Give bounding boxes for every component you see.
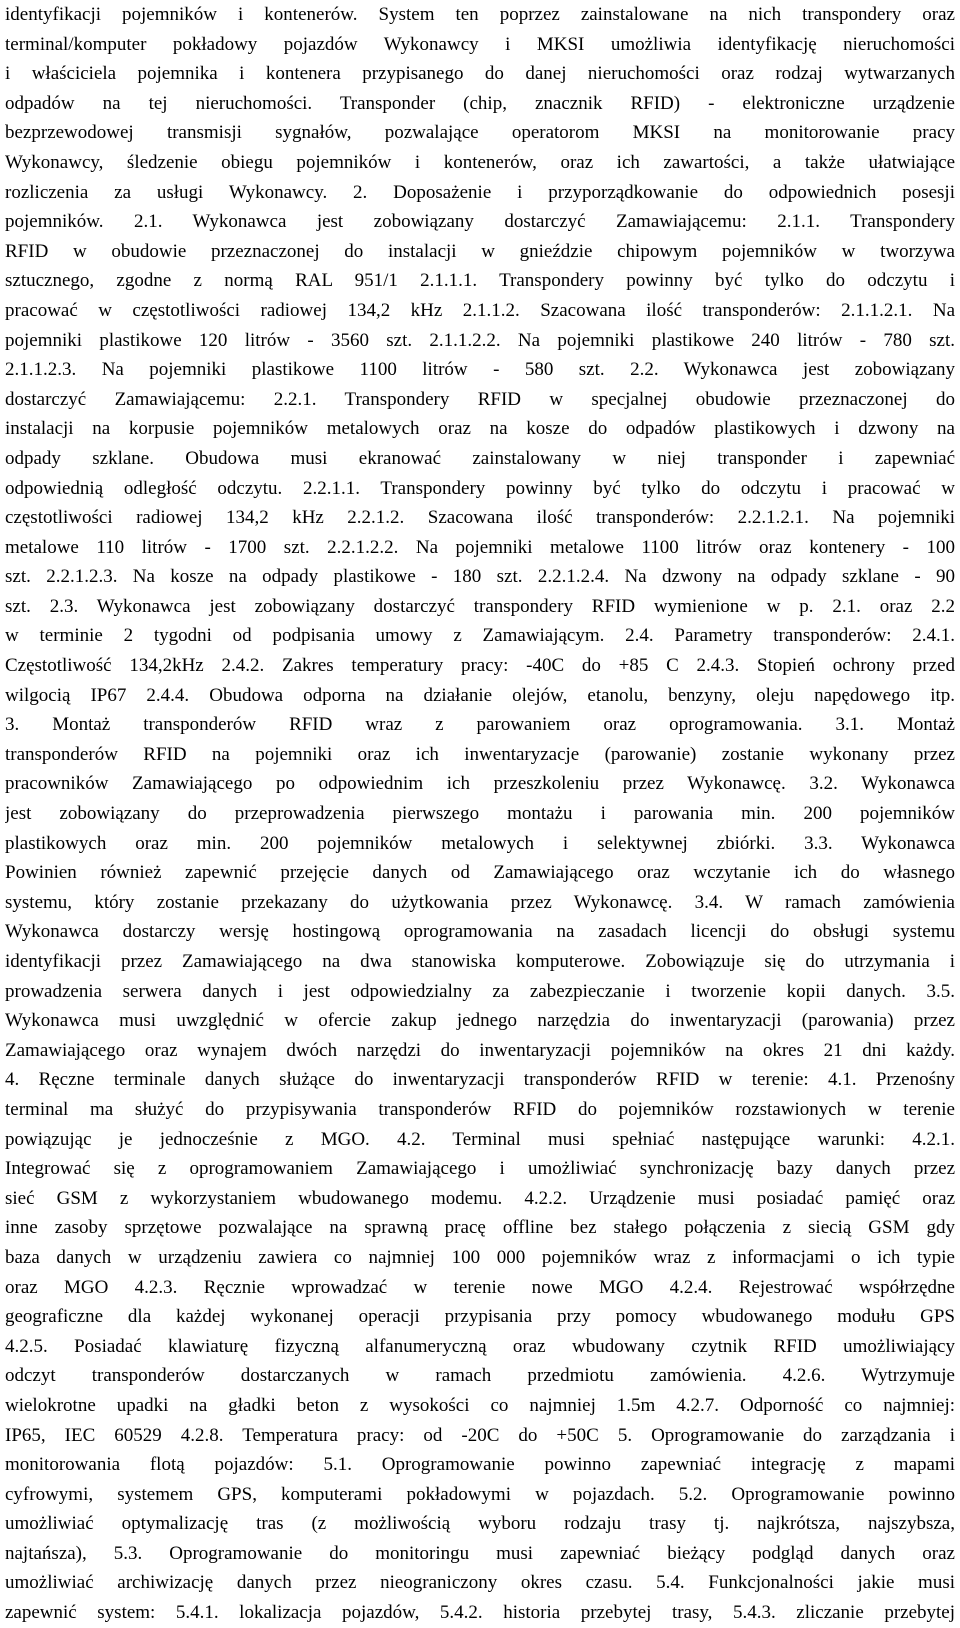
text-line: zapewnić system: 5.4.1. lokalizacja pojazdów, 5.4.2. historia przebytej trasy, 5.4.3. zliczanie przebytej xyxy=(5,1602,955,1624)
text-line: Częstotliwość 134,2kHz 2.4.2. Zakres temperatury pracy: -40C do +85 C 2.4.3. Stopień ochrony przed xyxy=(5,655,955,677)
text-line: RFID w obudowie przeznaczonej do instalacji w gnieździe chipowym pojemników w tworzywa xyxy=(5,240,955,262)
text-line: pracować w częstotliwości radiowej 134,2 kHz 2.1.1.2. Szacowana ilość transponderów: 2.1.1.2.1. Na xyxy=(5,299,955,321)
text-line: dostarczyć Zamawiającemu: 2.2.1. Transpondery RFID w specjalnej obudowie przeznaczonej do xyxy=(5,388,955,410)
text-line: w terminie 2 tygodni od podpisania umowy z Zamawiającym. 2.4. Parametry transponderów: 2.4.1. xyxy=(5,625,955,647)
text-line: powiązując je jednocześnie z MGO. 4.2. Terminal musi spełniać następujące warunki: 4.2.1. xyxy=(5,1128,955,1150)
text-line: 4. Ręczne terminale danych służące do inwentaryzacji transponderów RFID w terenie: 4.1. Przenośny xyxy=(5,1069,955,1091)
text-line: odczyt transponderów dostarczanych w ramach przedmiotu zamówienia. 4.2.6. Wytrzymuje xyxy=(5,1365,955,1387)
text-line: transponderów RFID na pojemniki oraz ich inwentaryzacje (parowanie) zostanie wykonany przez xyxy=(5,743,955,765)
text-line: odpadów na tej nieruchomości. Transponder (chip, znacznik RFID) - elektroniczne urządzenie xyxy=(5,92,955,114)
text-line: IP65, IEC 60529 4.2.8. Temperatura pracy: od -20C do +50C 5. Oprogramowanie do zarządzania i xyxy=(5,1424,955,1446)
text-line: inne zasoby sprzętowe pozwalające na sprawną pracę offline bez stałego połączenia z siecią GSM gdy xyxy=(5,1217,955,1239)
text-line: Integrować się z oprogramowaniem Zamawiającego i umożliwiać synchronizację bazy danych przez xyxy=(5,1158,955,1180)
text-line: odpady szklane. Obudowa musi ekranować zainstalowany w niej transponder i zapewniać xyxy=(5,447,955,469)
text-line: szt. 2.2.1.2.3. Na kosze na odpady plastikowe - 180 szt. 2.2.1.2.4. Na dzwony na odpady szklane - 90 xyxy=(5,566,955,588)
text-line: monitorowania flotą pojazdów: 5.1. Oprogramowanie powinno zapewniać integrację z mapami xyxy=(5,1454,955,1476)
text-line: oraz MGO 4.2.3. Ręcznie wprowadzać w terenie nowe MGO 4.2.4. Rejestrować współrzędne xyxy=(5,1276,955,1298)
text-line: 3. Montaż transponderów RFID wraz z parowaniem oraz oprogramowania. 3.1. Montaż xyxy=(5,714,955,736)
text-line: instalacji na korpusie pojemników metalowych oraz na kosze do odpadów plastikowych i dzwony na xyxy=(5,418,955,440)
text-line: systemu, który zostanie przekazany do użytkowania przez Wykonawcę. 3.4. W ramach zamówienia xyxy=(5,891,955,913)
text-line: szt. 2.3. Wykonawca jest zobowiązany dostarczyć transpondery RFID wymienione w p. 2.1. oraz 2.2 xyxy=(5,595,955,617)
text-line: Wykonawca dostarczy wersję hostingową oprogramowania na zasadach licencji do obsługi systemu xyxy=(5,921,955,943)
document-body-text xyxy=(5,0,955,1628)
text-line: bezprzewodowej transmisji sygnałów, pozwalające operatorom MKSI na monitorowanie pracy xyxy=(5,122,955,144)
text-line: sztucznego, zgodne z normą RAL 951/1 2.1.1.1. Transpondery powinny być tylko do odczytu i xyxy=(5,270,955,292)
text-line: pojemniki plastikowe 120 litrów - 3560 szt. 2.1.1.2.2. Na pojemniki plastikowe 240 litrów - 780 szt. xyxy=(5,329,955,351)
text-line: Zamawiającego oraz wynajem dwóch narzędzi do inwentaryzacji pojemników na okres 21 dni każdy. xyxy=(5,1039,955,1061)
text-line: Wykonawca musi uwzględnić w ofercie zakup jednego narzędzia do inwentaryzacji (parowania) przez xyxy=(5,1010,955,1032)
text-line: umożliwiać optymalizację tras (z możliwością wyboru rodzaju trasy tj. najkrótsza, najszybsza, xyxy=(5,1513,955,1535)
text-line: identyfikacji pojemników i kontenerów. System ten poprzez zainstalowane na nich transpondery oraz xyxy=(5,4,955,25)
text-line: rozliczenia za usługi Wykonawcy. 2. Doposażenie i przyporządkowanie do odpowiednich posesji xyxy=(5,181,955,203)
text-line: identyfikacji przez Zamawiającego na dwa stanowiska komputerowe. Zobowiązuje się do utrzymania i xyxy=(5,951,955,972)
text-line: Wykonawcy, śledzenie obiegu pojemników i kontenerów, oraz ich zawartości, a także ułatwiające xyxy=(5,151,955,173)
text-line: Powinien również zapewnić przejęcie danych od Zamawiającego oraz wczytanie ich do własnego xyxy=(5,862,955,884)
text-line: geograficzne dla każdej wykonanej operacji przypisania przy pomocy wbudowanego modułu GPS xyxy=(5,1306,955,1328)
text-line: sieć GSM z wykorzystaniem wbudowanego modemu. 4.2.2. Urządzenie musi posiadać pamięć oraz xyxy=(5,1187,955,1209)
text-line: jest zobowiązany do przeprowadzenia pierwszego montażu i parowania min. 200 pojemników xyxy=(5,803,955,825)
text-line: i właściciela pojemnika i kontenera przypisanego do danej nieruchomości oraz rodzaj wytwarzanych xyxy=(5,63,955,85)
text-line: cyfrowymi, systemem GPS, komputerami pokładowymi w pojazdach. 5.2. Oprogramowanie powinno xyxy=(5,1483,955,1505)
text-line: wielokrotne upadki na gładki beton z wysokości co najmniej 1.5m 4.2.7. Odporność co najmniej: xyxy=(5,1394,955,1416)
text-line: baza danych w urządzeniu zawiera co najmniej 100 000 pojemników wraz z informacjami o ich typie xyxy=(5,1246,955,1268)
text-line: częstotliwości radiowej 134,2 kHz 2.2.1.2. Szacowana ilość transponderów: 2.2.1.2.1. Na pojemniki xyxy=(5,507,955,529)
text-line: terminal ma służyć do przypisywania transponderów RFID do pojemników rozstawionych w terenie xyxy=(5,1098,955,1120)
text-line: plastikowych oraz min. 200 pojemników metalowych i selektywnej zbiórki. 3.3. Wykonawca xyxy=(5,832,955,854)
text-line: umożliwiać archiwizację danych przez nieograniczony okres czasu. 5.4. Funkcjonalności jakie musi xyxy=(5,1572,955,1594)
text-line: pracowników Zamawiającego po odpowiednim ich przeszkoleniu przez Wykonawcę. 3.2. Wykonawca xyxy=(5,773,955,795)
text-line: prowadzenia serwera danych i jest odpowiedzialny za zabezpieczanie i tworzenie kopii danych. 3.5. xyxy=(5,980,955,1002)
text-line: odpowiednią odległość odczytu. 2.2.1.1. Transpondery powinny być tylko do odczytu i pracować w xyxy=(5,477,955,499)
text-line: terminal/komputer pokładowy pojazdów Wykonawcy i MKSI umożliwia identyfikację nieruchomości xyxy=(5,33,955,55)
text-line: najtańsza), 5.3. Oprogramowanie do monitoringu musi zapewniać bieżący podgląd danych oraz xyxy=(5,1542,955,1564)
text-line: pojemników. 2.1. Wykonawca jest zobowiązany dostarczyć Zamawiającemu: 2.1.1. Transpondery xyxy=(5,211,955,233)
text-line: 4.2.5. Posiadać klawiaturę fizyczną alfanumeryczną oraz wbudowany czytnik RFID umożliwiający xyxy=(5,1335,955,1357)
text-line: metalowe 110 litrów - 1700 szt. 2.2.1.2.2. Na pojemniki metalowe 1100 litrów oraz kontenery - 100 xyxy=(5,536,955,558)
text-line: 2.1.1.2.3. Na pojemniki plastikowe 1100 litrów - 580 szt. 2.2. Wykonawca jest zobowiązany xyxy=(5,359,955,381)
text-line: wilgocią IP67 2.4.4. Obudowa odporna na działanie olejów, etanolu, benzyny, oleju napędowego itp. xyxy=(5,684,955,706)
